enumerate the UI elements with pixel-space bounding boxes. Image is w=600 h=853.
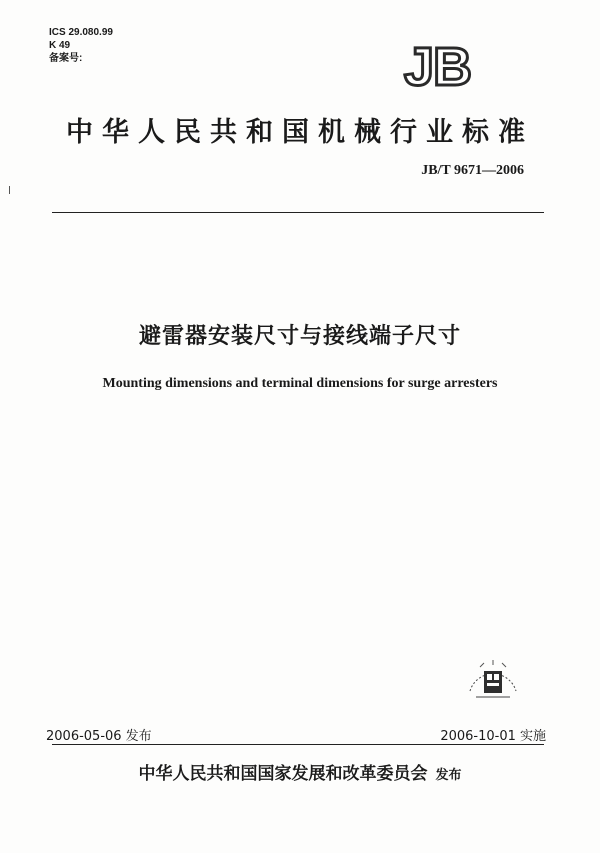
ics-code: ICS 29.080.99 xyxy=(49,27,113,38)
document-title-english: Mounting dimensions and terminal dimensions for surge arresters xyxy=(102,376,498,391)
classification-meta xyxy=(49,26,113,65)
bottom-divider xyxy=(52,744,544,745)
publisher-suffix: 发布 xyxy=(435,768,462,783)
standard-category-title: 中华人民共和国机械行业标准 xyxy=(66,117,534,148)
filing-number-label: 备案号: xyxy=(49,53,83,64)
top-divider xyxy=(52,212,544,213)
publisher-line xyxy=(40,762,560,788)
jb-logo-text: JB xyxy=(404,37,472,97)
issue-date: 2006-05-06 发布 xyxy=(46,729,152,744)
publisher-name: 中华人民共和国国家发展和改革委员会 xyxy=(138,764,428,784)
ccs-code: K 49 xyxy=(49,40,71,51)
jb-logo xyxy=(404,38,522,96)
implementation-date: 2006-10-01 实施 xyxy=(440,729,546,744)
document-title-chinese: 避雷器安装尺寸与接线端子尺寸 xyxy=(138,324,461,349)
publisher-seal-icon xyxy=(462,657,524,705)
standard-number: JB/T 9671—2006 xyxy=(421,163,524,178)
scan-edge-mark xyxy=(9,186,10,194)
